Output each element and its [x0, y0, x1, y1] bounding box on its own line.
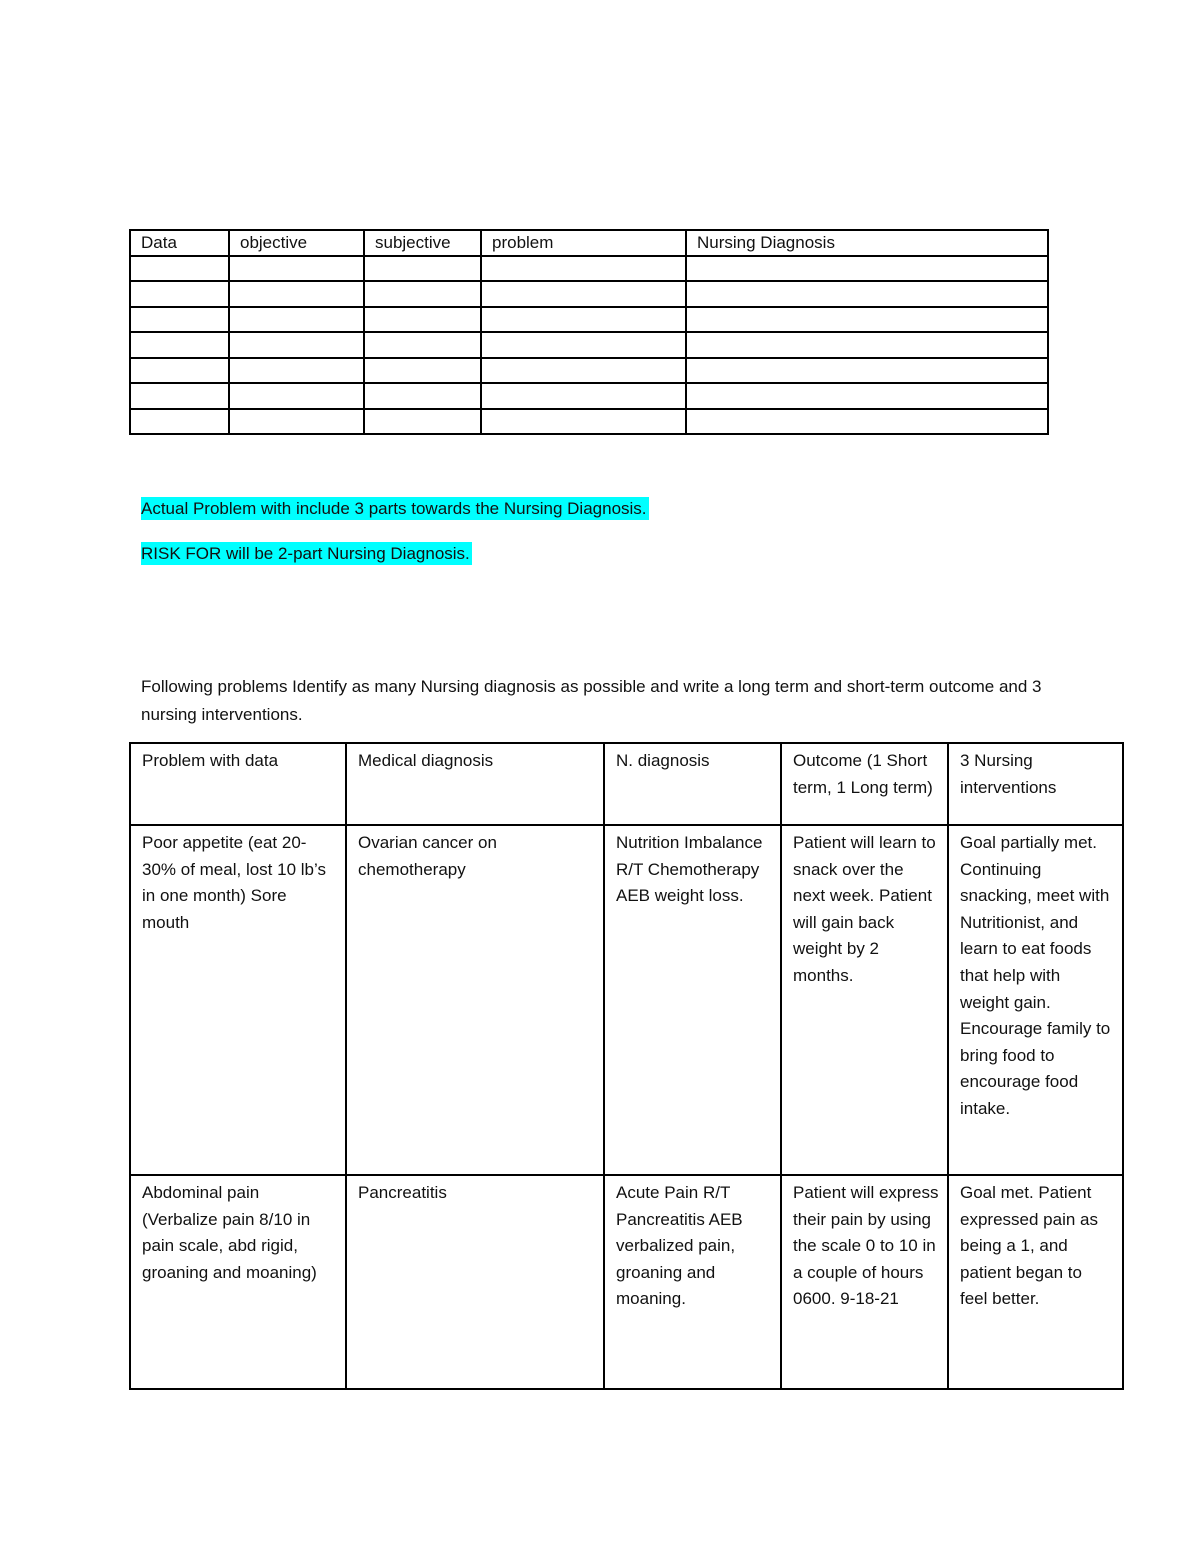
medical-diagnosis-cell: Pancreatitis: [346, 1175, 604, 1389]
nursing-diagnosis-cell: Acute Pain R/T Pancreatitis AEB verbalized pain, groaning and moaning.: [604, 1175, 781, 1389]
interventions-cell: Goal met. Patient expressed pain as being a 1, and patient began to feel better.: [948, 1175, 1123, 1389]
table-cell: [229, 383, 364, 409]
header-nursing-interventions: 3 Nursing interventions: [948, 743, 1123, 825]
table-header-row: [130, 743, 1123, 825]
care-plan-table: [129, 742, 1124, 1390]
table-cell: [229, 358, 364, 384]
table-cell: [481, 332, 686, 358]
table-cell: [364, 383, 481, 409]
table-row: [130, 825, 1123, 1175]
outcome-cell: Patient will express their pain by using the scale 0 to 10 in a couple of hours 0600. 9-18-21: [781, 1175, 948, 1389]
table-cell: [364, 332, 481, 358]
table-cell: [229, 307, 364, 333]
table-cell: [686, 383, 1048, 409]
table-row: [130, 332, 1048, 358]
table-cell: [130, 409, 229, 435]
risk-for-note: RISK FOR will be 2-part Nursing Diagnosis.: [141, 544, 470, 563]
table-cell: [364, 256, 481, 282]
table-cell: [481, 281, 686, 307]
header-medical-diagnosis: Medical diagnosis: [346, 743, 604, 825]
table-row: [130, 1175, 1123, 1389]
table-row: [130, 256, 1048, 282]
nursing-diagnosis-cell: Nutrition Imbalance R/T Chemotherapy AEB weight loss.: [604, 825, 781, 1175]
interventions-cell: Goal partially met. Continuing snacking, meet with Nutritionist, and learn to eat foods that help with weight gain. Encourage family to bring food to encourage food intake.: [948, 825, 1123, 1175]
table-cell: [364, 281, 481, 307]
table-cell: [481, 307, 686, 333]
table-cell: [130, 383, 229, 409]
table-cell: [229, 281, 364, 307]
table-cell: [364, 358, 481, 384]
header-nursing-diagnosis: Nursing Diagnosis: [686, 230, 1048, 256]
header-data: Data: [130, 230, 229, 256]
instructions-paragraph: Following problems Identify as many Nursing diagnosis as possible and write a long term and short-term outcome and 3 nursing interventions.: [141, 677, 1042, 724]
table-cell: [130, 256, 229, 282]
table-header-row: [130, 230, 1048, 256]
table-cell: [481, 409, 686, 435]
header-outcome: Outcome (1 Short term, 1 Long term): [781, 743, 948, 825]
table-cell: [130, 281, 229, 307]
table-cell: [686, 358, 1048, 384]
table-row: [130, 409, 1048, 435]
table-cell: [229, 409, 364, 435]
header-problem-with-data: Problem with data: [130, 743, 346, 825]
header-subjective: subjective: [364, 230, 481, 256]
table-cell: [481, 383, 686, 409]
medical-diagnosis-cell: Ovarian cancer on chemotherapy: [346, 825, 604, 1175]
header-problem: problem: [481, 230, 686, 256]
table-cell: [229, 256, 364, 282]
table-cell: [686, 409, 1048, 435]
table-cell: [130, 358, 229, 384]
table-cell: [130, 307, 229, 333]
table-cell: [686, 256, 1048, 282]
table-cell: [686, 332, 1048, 358]
table-cell: [481, 358, 686, 384]
table-cell: [229, 332, 364, 358]
outcome-cell: Patient will learn to snack over the next week. Patient will gain back weight by 2 months.: [781, 825, 948, 1175]
table-cell: [364, 307, 481, 333]
table-row: [130, 307, 1048, 333]
data-assessment-table: [129, 229, 1049, 435]
problem-cell: Abdominal pain (Verbalize pain 8/10 in pain scale, abd rigid, groaning and moaning): [130, 1175, 346, 1389]
table-row: [130, 281, 1048, 307]
actual-problem-note: Actual Problem with include 3 parts towards the Nursing Diagnosis.: [141, 499, 647, 518]
table-cell: [364, 409, 481, 435]
table-row: [130, 383, 1048, 409]
table-cell: [686, 281, 1048, 307]
table-cell: [686, 307, 1048, 333]
table-cell: [481, 256, 686, 282]
header-n-diagnosis: N. diagnosis: [604, 743, 781, 825]
table-cell: [130, 332, 229, 358]
table-row: [130, 358, 1048, 384]
problem-cell: Poor appetite (eat 20-30% of meal, lost 10 lb’s in one month) Sore mouth: [130, 825, 346, 1175]
header-objective: objective: [229, 230, 364, 256]
